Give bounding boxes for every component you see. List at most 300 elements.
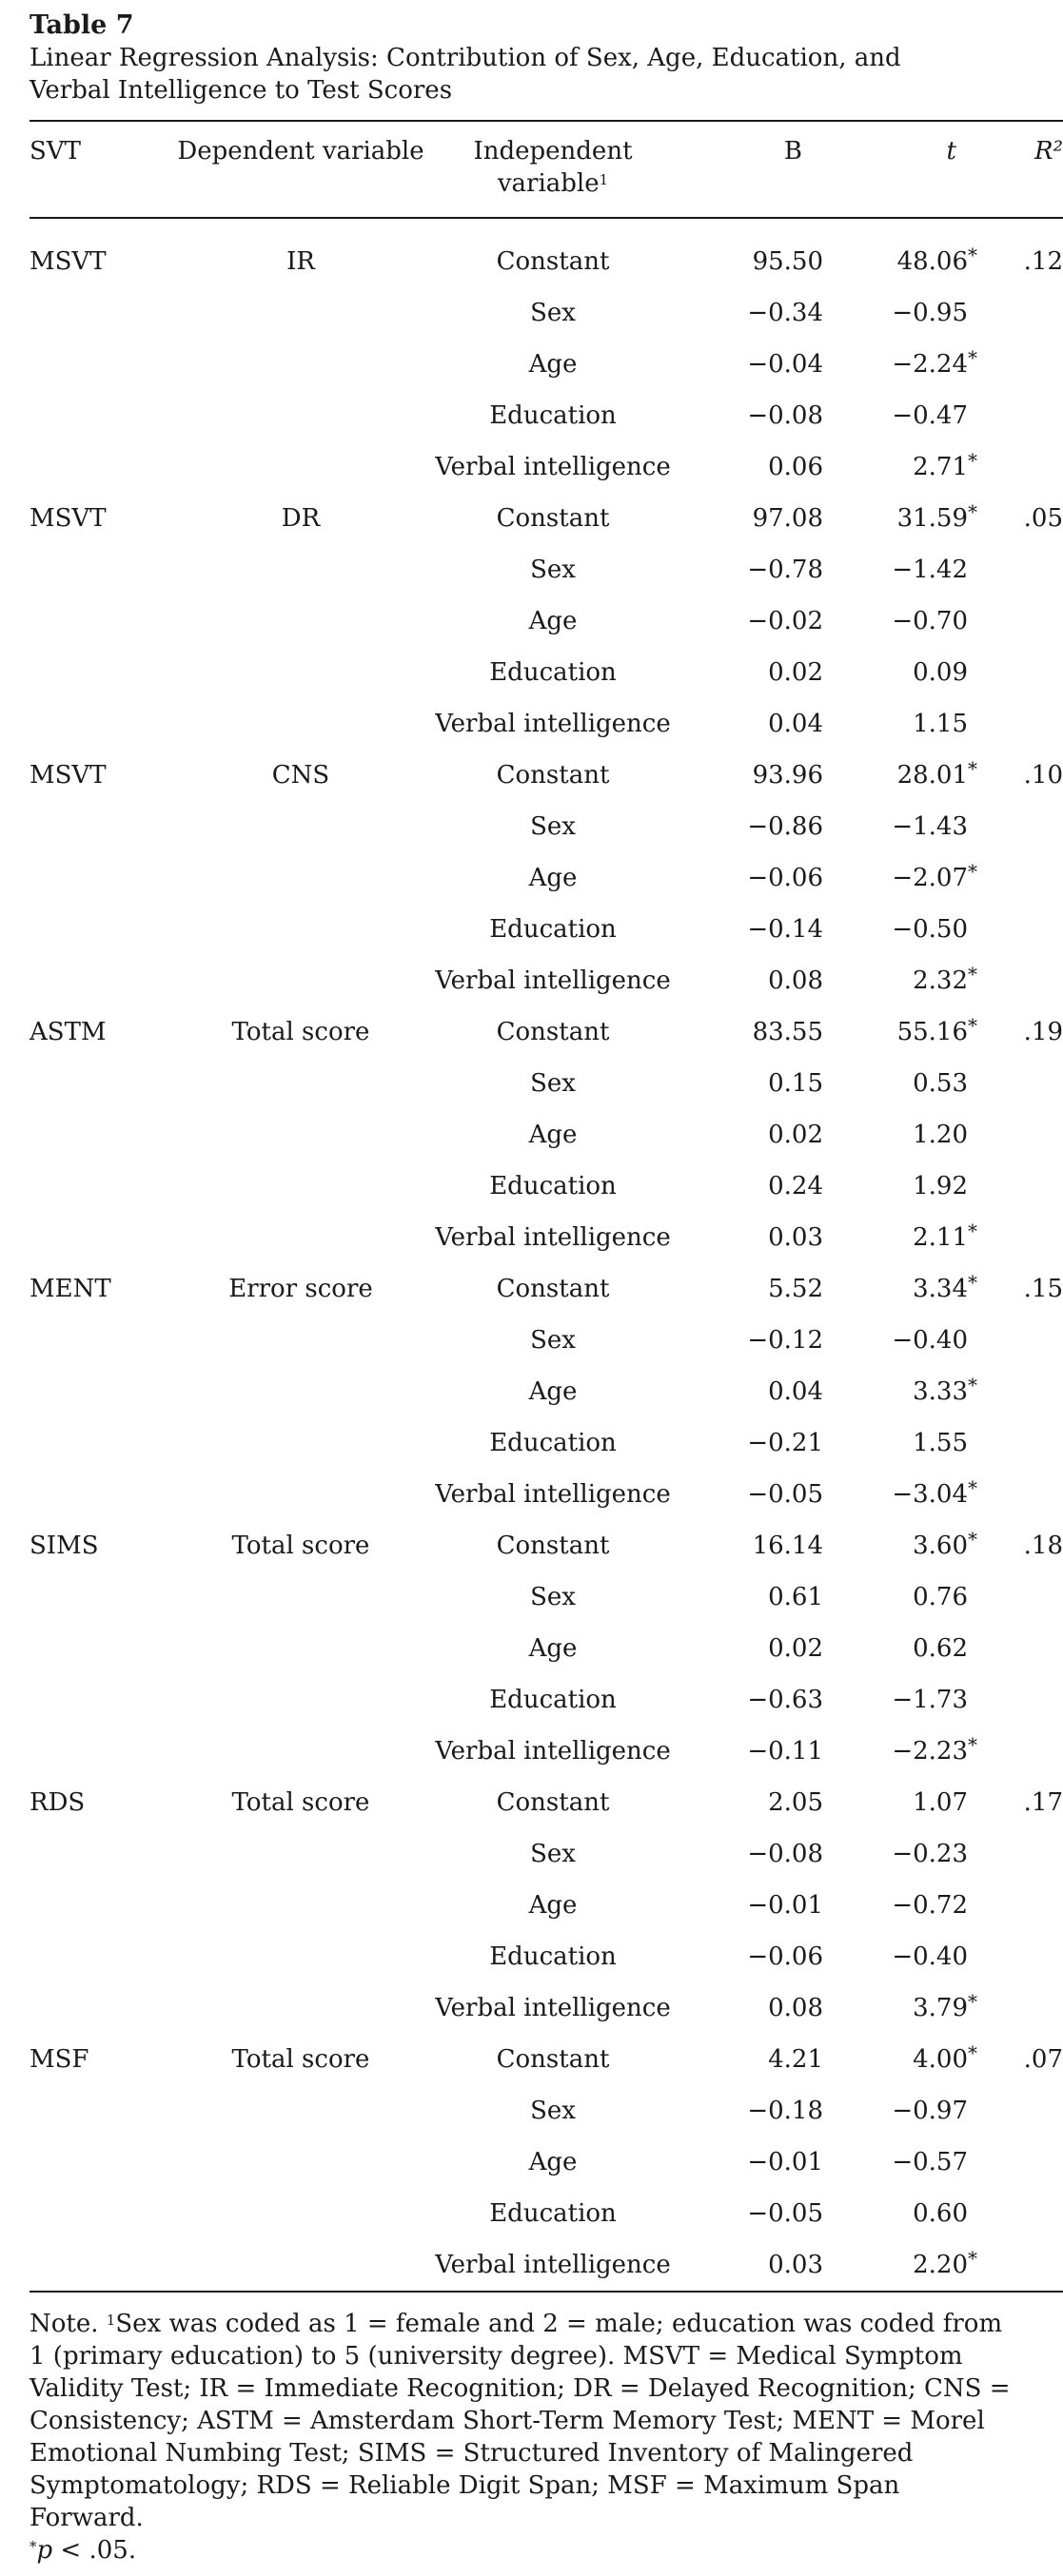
cell-t-sig: *: [968, 449, 977, 472]
cell-independent: Verbal intelligence: [435, 1480, 671, 1509]
cell-t-value: 3.34: [913, 1275, 968, 1303]
table-row: [30, 287, 1063, 339]
cell-r2: .07: [1023, 2045, 1063, 2074]
cell-dependent-empty: [172, 1571, 429, 1623]
cell-r2-empty: [981, 390, 1063, 441]
cell-dependent-empty: [172, 1058, 429, 1109]
table-row: [30, 2034, 1063, 2085]
cell-b: −0.18: [747, 2097, 823, 2125]
cell-r2: .10: [1023, 761, 1063, 790]
cell-independent: Age: [528, 607, 578, 635]
cell-svt: SIMS: [30, 1532, 99, 1560]
cell-t-value: −0.50: [892, 915, 968, 944]
cell-t-value: −1.43: [892, 812, 968, 841]
cell-independent: Verbal intelligence: [435, 966, 671, 995]
cell-dependent-empty: [172, 1674, 429, 1726]
table-row: [30, 1674, 1063, 1726]
table-row: [30, 698, 1063, 750]
cell-svt-empty: [30, 647, 172, 698]
cell-b: 0.02: [768, 1121, 823, 1149]
cell-b: −0.12: [747, 1326, 823, 1355]
cell-t-value: 2.20: [913, 2251, 968, 2279]
table-row: [30, 1109, 1063, 1161]
table-body: [30, 218, 1063, 2292]
cell-r2-empty: [981, 2137, 1063, 2188]
cell-r2-empty: [981, 1109, 1063, 1161]
cell-svt: ASTM: [30, 1018, 107, 1046]
header-r2: R²: [1034, 137, 1063, 166]
cell-b: −0.06: [747, 1942, 823, 1971]
cell-dependent: Error score: [228, 1275, 373, 1303]
cell-dependent-empty: [172, 647, 429, 698]
cell-dependent-empty: [172, 544, 429, 595]
cell-t: [823, 1828, 981, 1880]
cell-t-sig: *: [968, 500, 977, 523]
cell-independent: Age: [528, 1634, 578, 1663]
cell-t: [823, 647, 981, 698]
cell-t-value: −1.73: [892, 1686, 968, 1714]
cell-t-value: −0.97: [892, 2097, 968, 2125]
cell-b: 0.03: [677, 2239, 823, 2292]
cell-dependent: Total score: [231, 1018, 370, 1046]
cell-independent: Age: [528, 2148, 578, 2176]
cell-independent: Education: [489, 1172, 617, 1200]
cell-dependent-empty: [172, 2085, 429, 2137]
regression-table: [30, 120, 1063, 2293]
cell-svt-empty: [30, 801, 172, 852]
sig-p: p: [36, 2536, 53, 2565]
cell-b: 0.03: [768, 1223, 823, 1252]
cell-svt-empty: [30, 390, 172, 441]
cell-t-value: 3.33: [913, 1377, 968, 1406]
cell-r2-empty: [981, 1161, 1063, 1212]
cell-r2-empty: [981, 1058, 1063, 1109]
cell-dependent-empty: [172, 698, 429, 750]
cell-r2: .17: [1023, 1788, 1063, 1817]
cell-independent: Sex: [530, 556, 576, 584]
cell-t-value: 1.20: [913, 1121, 968, 1149]
cell-t-value: 55.16: [896, 1018, 968, 1046]
cell-t: [823, 1623, 981, 1674]
cell-independent: Verbal intelligence: [435, 453, 671, 481]
cell-t: [823, 2034, 981, 2085]
cell-svt-empty: [30, 955, 172, 1006]
cell-svt-empty: [30, 852, 172, 904]
cell-svt-empty: [30, 544, 172, 595]
cell-independent: Education: [489, 915, 617, 944]
cell-b: 97.08: [752, 504, 823, 533]
cell-t-sig: *: [968, 757, 977, 780]
cell-dependent-empty: [172, 1931, 429, 1982]
cell-t: [823, 750, 981, 801]
cell-b: −0.05: [747, 2199, 823, 2228]
cell-dependent-empty: [172, 1880, 429, 1931]
cell-svt-empty: [30, 1058, 172, 1109]
cell-dependent-empty: [172, 2137, 429, 2188]
cell-t: [823, 1520, 981, 1571]
table-row: [30, 1006, 1063, 1058]
cell-svt-empty: [30, 287, 172, 339]
table-note: [30, 2308, 1019, 2534]
cell-independent: Sex: [530, 812, 576, 841]
cell-svt-empty: [30, 698, 172, 750]
table-row: [30, 236, 1063, 287]
cell-dependent-empty: [172, 1623, 429, 1674]
cell-t-value: 28.01: [896, 761, 968, 790]
header-dependent: Dependent variable: [177, 137, 424, 166]
cell-t: [823, 544, 981, 595]
cell-t-sig: *: [968, 963, 977, 986]
header-b: B: [783, 137, 802, 166]
cell-b: −0.06: [747, 864, 823, 892]
cell-t-sig: *: [968, 244, 977, 266]
cell-t-sig: *: [968, 1014, 977, 1037]
cell-t-value: −2.07: [892, 864, 968, 892]
table-row: [30, 1520, 1063, 1571]
cell-b: 93.96: [752, 761, 823, 790]
cell-svt-empty: [30, 1212, 172, 1263]
cell-t: [823, 801, 981, 852]
table-row: [30, 1058, 1063, 1109]
cell-t: [823, 1982, 981, 2034]
cell-t: [823, 339, 981, 390]
cell-t-value: 1.07: [913, 1788, 968, 1817]
cell-t-value: 3.60: [913, 1532, 968, 1560]
cell-svt-empty: [30, 1417, 172, 1469]
cell-r2-empty: [981, 1674, 1063, 1726]
cell-t: [823, 1315, 981, 1366]
cell-dependent: IR: [286, 247, 315, 276]
cell-dependent-empty: [172, 1109, 429, 1161]
cell-r2-empty: [981, 441, 1063, 493]
table-row: [30, 2085, 1063, 2137]
cell-independent: Age: [528, 1121, 578, 1149]
cell-b: 0.04: [768, 710, 823, 738]
cell-svt-empty: [30, 1366, 172, 1417]
cell-t-value: 48.06: [896, 247, 968, 276]
cell-svt-empty: [30, 1674, 172, 1726]
note-prefix: Note.: [30, 2310, 99, 2338]
cell-r2-empty: [981, 1366, 1063, 1417]
cell-t-value: 0.53: [913, 1069, 968, 1098]
sig-star: *: [30, 2538, 37, 2555]
cell-r2-empty: [981, 647, 1063, 698]
cell-t-value: 0.76: [913, 1583, 968, 1611]
table-row: [30, 1777, 1063, 1828]
cell-t-value: −0.72: [892, 1891, 968, 1920]
cell-svt-empty: [30, 904, 172, 955]
table-row: [30, 955, 1063, 1006]
cell-t-value: 0.09: [913, 658, 968, 687]
cell-independent: Constant: [496, 1275, 610, 1303]
cell-b: −0.11: [747, 1737, 823, 1766]
cell-t: [823, 955, 981, 1006]
table-row: [30, 1828, 1063, 1880]
table-row: [30, 904, 1063, 955]
cell-t: [823, 1674, 981, 1726]
cell-svt: MSVT: [30, 504, 107, 533]
cell-b: −0.01: [747, 2148, 823, 2176]
cell-dependent: Total score: [231, 1788, 370, 1817]
cell-b: 83.55: [752, 1018, 823, 1046]
cell-svt-empty: [30, 1931, 172, 1982]
cell-t-sig: *: [968, 1220, 977, 1242]
cell-t-sig: *: [968, 1528, 977, 1551]
cell-svt-empty: [30, 2188, 172, 2239]
cell-r2-empty: [981, 698, 1063, 750]
cell-t: [823, 1726, 981, 1777]
cell-independent: Constant: [496, 2045, 610, 2074]
table-row: [30, 1880, 1063, 1931]
table-label: Table 7: [30, 10, 134, 40]
cell-dependent-empty: [172, 904, 429, 955]
cell-dependent-empty: [172, 2188, 429, 2239]
cell-r2-empty: [981, 1469, 1063, 1520]
cell-b: 0.02: [768, 1634, 823, 1663]
cell-independent: Verbal intelligence: [435, 1994, 671, 2022]
cell-dependent-empty: [172, 2239, 429, 2292]
cell-t-value: −0.23: [892, 1840, 968, 1868]
cell-r2-empty: [981, 1315, 1063, 1366]
cell-r2-empty: [981, 1623, 1063, 1674]
cell-r2-empty: [981, 1828, 1063, 1880]
cell-b: 0.24: [768, 1172, 823, 1200]
table-header: [30, 121, 1063, 218]
cell-t-value: −3.04: [892, 1480, 968, 1509]
cell-independent: Constant: [496, 504, 610, 533]
cell-t-value: −0.95: [892, 299, 968, 327]
cell-r2: .18: [1023, 1532, 1063, 1560]
cell-r2-empty: [981, 2239, 1063, 2292]
table-row: [30, 441, 1063, 493]
cell-t: [823, 1058, 981, 1109]
cell-b: −0.78: [747, 556, 823, 584]
cell-b: −0.63: [747, 1686, 823, 1714]
table-row: [30, 1726, 1063, 1777]
cell-t: [823, 2137, 981, 2188]
cell-dependent-empty: [172, 852, 429, 904]
table-row: [30, 1161, 1063, 1212]
cell-t-value: −2.24: [892, 350, 968, 379]
cell-b: 4.21: [768, 2045, 823, 2074]
cell-t: [823, 1109, 981, 1161]
cell-r2-empty: [981, 1880, 1063, 1931]
cell-t-value: 0.60: [913, 2199, 968, 2228]
cell-svt-empty: [30, 1623, 172, 1674]
table-row: [30, 1417, 1063, 1469]
cell-t-sig: *: [968, 1271, 977, 1294]
cell-dependent-empty: [172, 339, 429, 390]
cell-r2-empty: [981, 1571, 1063, 1623]
cell-dependent-empty: [172, 1469, 429, 1520]
cell-t-sig: *: [968, 1374, 977, 1396]
cell-r2-empty: [981, 2085, 1063, 2137]
cell-independent: Sex: [530, 2097, 576, 2125]
cell-dependent-empty: [172, 955, 429, 1006]
cell-dependent-empty: [172, 1212, 429, 1263]
sig-text: < .05.: [52, 2536, 137, 2565]
cell-dependent-empty: [172, 1828, 429, 1880]
cell-independent: Sex: [530, 1069, 576, 1098]
cell-svt-empty: [30, 2085, 172, 2137]
table-row: [30, 1623, 1063, 1674]
cell-dependent-empty: [172, 1417, 429, 1469]
cell-b: 0.04: [768, 1377, 823, 1406]
cell-dependent-empty: [172, 595, 429, 647]
cell-t-sig: *: [968, 2041, 977, 2064]
cell-r2-empty: [981, 1212, 1063, 1263]
cell-b: 16.14: [752, 1532, 823, 1560]
cell-b: 95.50: [752, 247, 823, 276]
cell-b: −0.05: [747, 1480, 823, 1509]
cell-svt: MSVT: [30, 761, 107, 790]
cell-t-value: −0.40: [892, 1942, 968, 1971]
cell-independent: Education: [489, 1429, 617, 1457]
header-independent-text: Independent variable: [473, 137, 633, 198]
cell-b: −0.86: [747, 812, 823, 841]
cell-t: [823, 1161, 981, 1212]
cell-independent: Age: [528, 864, 578, 892]
note-sup: 1: [106, 2312, 116, 2329]
table-caption: Linear Regression Analysis: Contribution of Sex, Age, Education, and Verbal Intelligence to Test Scores: [30, 44, 901, 105]
cell-t: [823, 1931, 981, 1982]
cell-t-sig: *: [968, 1733, 977, 1756]
note-text: Sex was coded as 1 = female and 2 = male; education was coded from 1 (primary education) to 5 (university degree). MSVT = Medical Symptom Validity Test; IR = Immediate Recognition; DR = Delayed Recognition; CNS = Consistency; ASTM = Amsterdam Short-Term Memory Test; MENT = Morel Emotional Numbing Test; SIMS = Structured Inventory of Malingered Symptomatology; RDS = Reliable Digit Span; MSF = Maximum Span Forward.: [30, 2310, 1011, 2532]
cell-b: 0.61: [768, 1583, 823, 1611]
cell-t: [823, 236, 981, 287]
cell-svt-empty: [30, 1469, 172, 1520]
cell-b: 0.02: [768, 658, 823, 687]
cell-t: [823, 441, 981, 493]
cell-b: −0.04: [747, 350, 823, 379]
cell-svt-empty: [30, 1161, 172, 1212]
table-row: [30, 2188, 1063, 2239]
cell-independent: Verbal intelligence: [435, 1223, 671, 1252]
cell-t: [823, 1417, 981, 1469]
cell-t-value: −2.23: [892, 1737, 968, 1766]
cell-r2-empty: [981, 287, 1063, 339]
cell-dependent-empty: [172, 1982, 429, 2034]
cell-svt-empty: [30, 1880, 172, 1931]
cell-t-value: 31.59: [896, 504, 968, 533]
cell-independent: Sex: [530, 1326, 576, 1355]
cell-svt-empty: [30, 2137, 172, 2188]
cell-b: 0.08: [768, 1994, 823, 2022]
cell-t-value: 4.00: [913, 2045, 968, 2074]
table-row: [30, 1571, 1063, 1623]
cell-dependent-empty: [172, 1726, 429, 1777]
cell-svt: MENT: [30, 1275, 111, 1303]
cell-independent: Sex: [530, 1840, 576, 1868]
table-row: [30, 852, 1063, 904]
cell-r2: .12: [1023, 247, 1063, 276]
cell-b: 0.06: [768, 453, 823, 481]
cell-t-value: −0.47: [892, 401, 968, 430]
cell-dependent: CNS: [271, 761, 330, 790]
cell-r2: .05: [1023, 504, 1063, 533]
cell-b: −0.21: [747, 1429, 823, 1457]
cell-b: −0.14: [747, 915, 823, 944]
cell-t: [823, 390, 981, 441]
cell-t-sig: *: [968, 1990, 977, 2013]
cell-dependent-empty: [172, 441, 429, 493]
table-row: [30, 1931, 1063, 1982]
table-row: [30, 1263, 1063, 1315]
cell-independent: Constant: [496, 761, 610, 790]
cell-r2-empty: [981, 904, 1063, 955]
cell-independent: Education: [489, 1942, 617, 1971]
cell-r2-empty: [981, 852, 1063, 904]
cell-dependent-empty: [172, 1366, 429, 1417]
cell-t-value: 0.62: [913, 1634, 968, 1663]
cell-independent: Verbal intelligence: [429, 2239, 677, 2292]
cell-svt-empty: [30, 339, 172, 390]
cell-svt-empty: [30, 2239, 172, 2292]
cell-svt-empty: [30, 1982, 172, 2034]
cell-independent: Verbal intelligence: [435, 1737, 671, 1766]
cell-svt-empty: [30, 1109, 172, 1161]
table-row: [30, 2239, 1063, 2292]
cell-t-value: 2.71: [913, 453, 968, 481]
significance-note: [30, 2534, 1017, 2566]
cell-independent: Constant: [496, 1018, 610, 1046]
cell-dependent: Total score: [231, 1532, 370, 1560]
cell-t: [823, 904, 981, 955]
table-row: [30, 801, 1063, 852]
cell-independent: Sex: [530, 299, 576, 327]
cell-t: [823, 1263, 981, 1315]
table-row: [30, 1315, 1063, 1366]
cell-r2-empty: [981, 1982, 1063, 2034]
header-svt: SVT: [30, 137, 81, 166]
cell-b: −0.08: [747, 1840, 823, 1868]
cell-r2-empty: [981, 955, 1063, 1006]
table-row: [30, 647, 1063, 698]
cell-r2-empty: [981, 595, 1063, 647]
table-row: [30, 1469, 1063, 1520]
cell-r2-empty: [981, 544, 1063, 595]
table-row: [30, 1366, 1063, 1417]
cell-t-value: 1.92: [913, 1172, 968, 1200]
cell-independent: Age: [528, 350, 578, 379]
cell-independent: Education: [489, 2199, 617, 2228]
table-row: [30, 339, 1063, 390]
cell-dependent: Total score: [231, 2045, 370, 2074]
cell-t: [823, 1777, 981, 1828]
cell-dependent-empty: [172, 390, 429, 441]
header-t: t: [946, 137, 956, 166]
cell-svt-empty: [30, 1315, 172, 1366]
cell-t: [823, 2085, 981, 2137]
cell-svt-empty: [30, 1828, 172, 1880]
cell-t: [823, 493, 981, 544]
cell-t: [823, 2188, 981, 2239]
cell-t-value: −0.40: [892, 1326, 968, 1355]
table-row: [30, 390, 1063, 441]
cell-t: [823, 1212, 981, 1263]
cell-b: 0.08: [768, 966, 823, 995]
cell-t-value: −0.57: [892, 2148, 968, 2176]
cell-r2-empty: [981, 1417, 1063, 1469]
cell-r2-empty: [981, 801, 1063, 852]
cell-dependent-empty: [172, 1161, 429, 1212]
cell-t: [823, 595, 981, 647]
cell-b: −0.01: [747, 1891, 823, 1920]
cell-dependent-empty: [172, 287, 429, 339]
cell-t-value: 1.15: [913, 710, 968, 738]
cell-t: [823, 1006, 981, 1058]
header-independent: [429, 121, 677, 218]
